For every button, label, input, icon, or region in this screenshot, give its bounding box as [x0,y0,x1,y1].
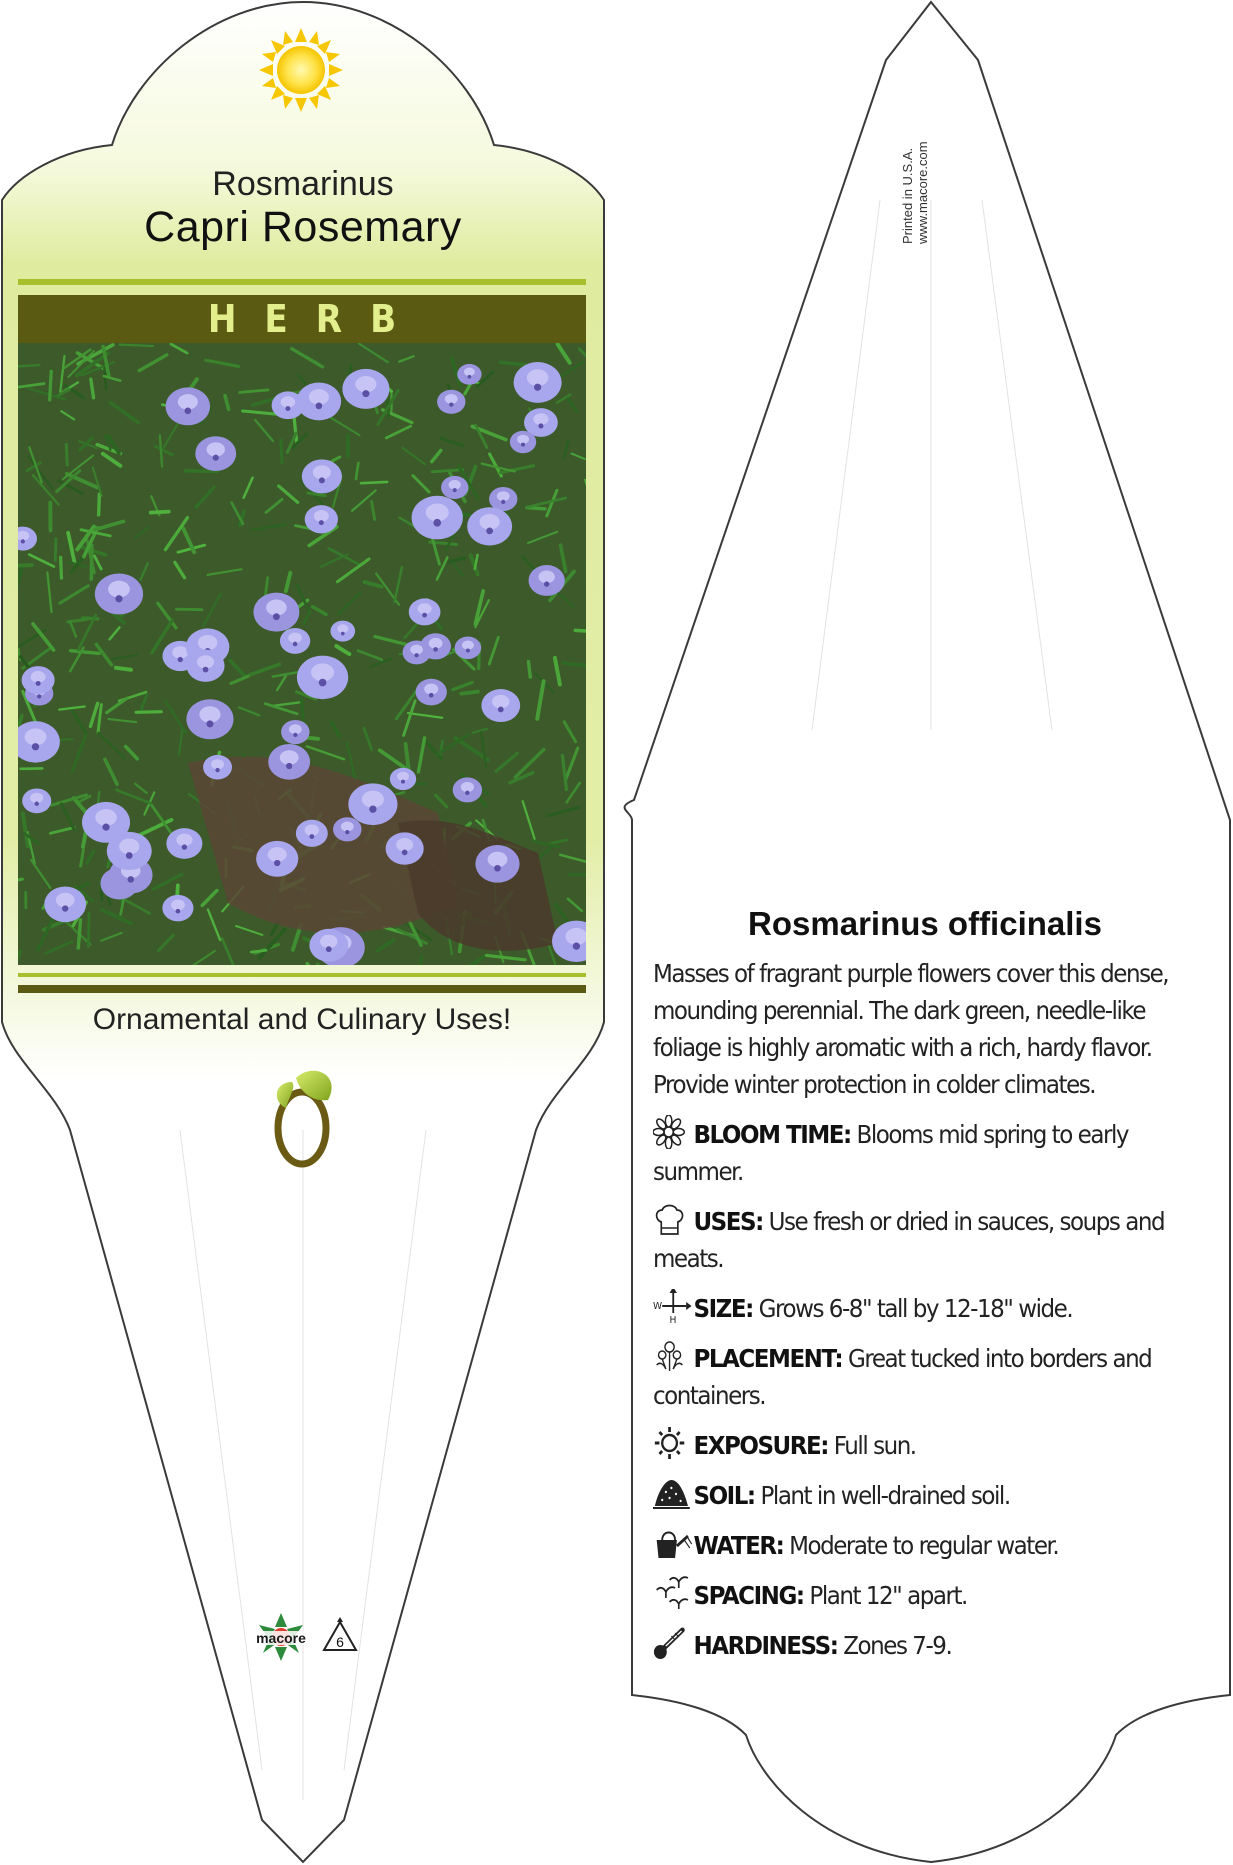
flower-blossom [256,841,298,877]
soil-icon [653,1476,693,1510]
leaf-needle [120,345,153,346]
printed-in-text: Printed in U.S.A. [900,147,915,244]
attribute-exposure: EXPOSURE: Full sun. [653,1426,1214,1464]
flower-blossom [22,788,51,813]
attribute-spacing: SPACING: Plant 12" apart. [653,1576,1214,1614]
plant-description: Masses of fragrant purple flowers cover this dense, mounding perennial. The dark green, needle-like foliage is highly aromatic with a rich, hardy flavor. Provide winter protection in colder climates. [653,959,1169,1099]
flower-blossom [95,573,143,614]
flower-blossom [280,628,310,654]
leaf-needle [186,471,218,472]
watering-can-icon [653,1526,693,1560]
attribute-uses: USES: Use fresh or dried in sauces, soups and meats. [653,1202,1214,1277]
common-name: Capri Rosemary [144,203,462,251]
attribute-bloom-time: BLOOM TIME: Blooms mid spring to early summer. [653,1115,1214,1190]
svg-text:6: 6 [336,1634,344,1650]
flower-blossom [510,431,536,453]
leaf-needle [66,444,67,464]
flower-blossom [514,362,562,403]
leaf-needle [61,557,62,578]
attribute-placement: PLACEMENT: Great tucked into borders and containers. [653,1339,1214,1414]
leaf-needle [420,957,422,965]
flower-blossom [330,621,355,642]
flower-blossom [481,689,520,722]
back-content [653,905,1213,1664]
leaf-needle [136,712,161,713]
flower-blossom [416,679,447,706]
flower-blossom [475,845,519,883]
flower-blossom [409,598,441,625]
plant-photo [18,343,586,965]
thermometer-icon [653,1626,693,1660]
flower-blossom [457,364,481,385]
flower-blossom [186,699,233,739]
sun-outline-icon [653,1426,693,1460]
genus-name: Rosmarinus [212,165,394,203]
svg-text:W: W [653,1300,661,1313]
leaf-needle [281,440,282,462]
flower-blossom [390,768,416,790]
attribute-soil: SOIL: Plant in well-drained soil. [653,1476,1214,1514]
flower-blossom [455,637,482,660]
website-text: www.macore.com [915,141,930,244]
svg-text:H: H [669,1314,676,1323]
leaf-needle [151,512,169,513]
scientific-name: Rosmarinus officinalis [748,905,1102,942]
flower-blossom [281,720,309,744]
leaf-needle [528,662,530,677]
seedlings-icon [653,1576,693,1610]
chef-hat-icon [653,1202,693,1236]
flower-blossom [386,832,424,864]
flower-blossom [166,387,211,425]
tagline: Ornamental and Culinary Uses! [92,1003,512,1036]
flower-blossom [412,496,463,540]
leaf-needle [55,539,56,561]
leaf-needle [78,920,80,948]
leaf-needle [99,494,100,515]
flower-blossom [195,436,236,471]
flower-blossom [437,390,465,414]
flower-blossom [342,369,389,409]
leaf-needle [461,692,478,694]
placement-icon [653,1339,693,1373]
category-label: HERB [207,297,425,341]
flower-blossom [348,783,397,825]
leaf-needle [88,913,89,947]
flower-blossom [203,755,232,780]
leaf-needle [116,668,131,670]
flower-blossom [403,640,431,664]
attribute-water: WATER: Moderate to regular water. [653,1526,1214,1564]
flower-blossom [309,929,348,962]
flower-blossom [44,887,86,923]
flower-blossom [453,777,482,802]
flower-blossom [107,832,152,870]
attribute-hardiness: HARDINESS: Zones 7-9. [653,1626,1214,1664]
leaf-needle [18,565,32,566]
flower-blossom [302,459,342,493]
flower-blossom [162,895,193,921]
size-arrows-icon [653,1289,693,1323]
svg-text:macore: macore [256,1630,306,1646]
flower-blossom [529,565,565,596]
flower-blossom [296,820,328,847]
print-info [900,94,940,244]
flower-blossom [305,505,338,533]
sun-icon [259,28,343,112]
flower-blossom [489,487,517,511]
flower-blossom [187,650,225,682]
flower-blossom [441,476,468,499]
flower-blossom [22,666,55,694]
leaf-needle [251,950,266,952]
flower-blossom [253,593,299,632]
leaf-needle [50,371,52,400]
flower-icon [653,1115,693,1149]
flower-blossom [272,391,305,419]
flower-blossom [166,828,202,859]
rosemary-flowers-image [18,343,586,965]
flower-blossom [297,656,348,700]
flower-blossom [268,744,310,780]
leaf-needle [361,482,387,483]
attribute-size: W H SIZE: Grows 6-8" tall by 12-18" wide. [653,1289,1214,1327]
flower-blossom [333,817,361,841]
flower-blossom [467,507,512,545]
